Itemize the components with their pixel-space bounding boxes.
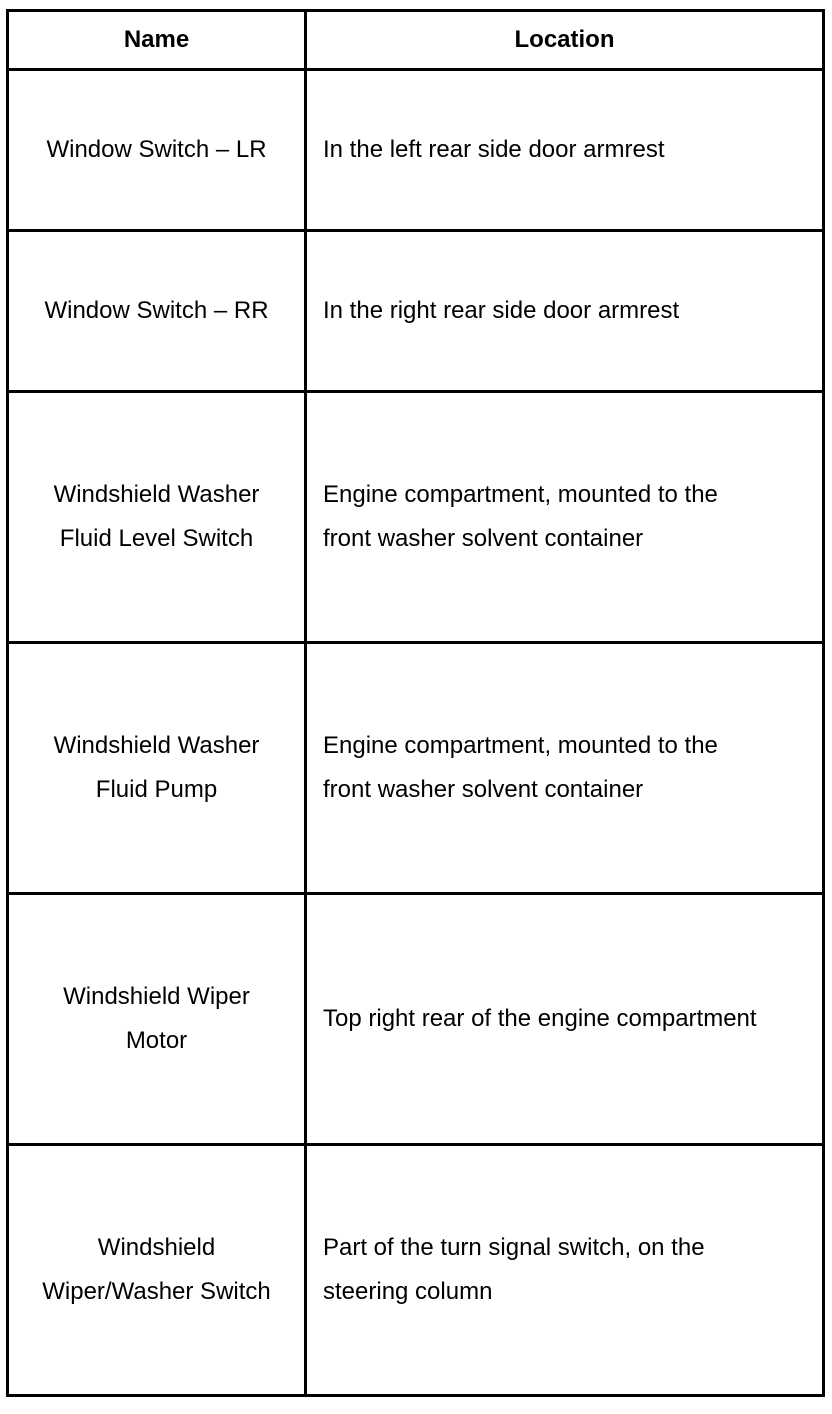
name-cell	[8, 231, 306, 392]
table-row	[8, 70, 824, 231]
location-cell	[306, 392, 824, 643]
table-row	[8, 231, 824, 392]
column-header-name: Name	[8, 11, 306, 70]
location-cell	[306, 1145, 824, 1396]
table-row	[8, 894, 824, 1145]
component-location: Engine compartment, mounted to the front washer solvent container	[323, 481, 718, 552]
table-row	[8, 643, 824, 894]
table-row	[8, 392, 824, 643]
component-location: Top right rear of the engine compartment	[323, 1005, 757, 1032]
component-name: Window Switch – RR	[44, 297, 269, 324]
table-row	[8, 1145, 824, 1396]
component-name: Windshield Wiper/Washer Switch	[42, 1234, 271, 1305]
name-cell	[8, 1145, 306, 1396]
name-cell	[8, 70, 306, 231]
name-cell	[8, 894, 306, 1145]
location-cell	[306, 894, 824, 1145]
location-cell	[306, 643, 824, 894]
table-header-row	[8, 11, 824, 70]
location-cell	[306, 70, 824, 231]
component-name: Window Switch – LR	[46, 136, 267, 163]
component-location: Engine compartment, mounted to the front washer solvent container	[323, 732, 718, 803]
component-location: In the left rear side door armrest	[323, 136, 665, 163]
name-cell	[8, 392, 306, 643]
location-cell	[306, 231, 824, 392]
component-location: Part of the turn signal switch, on the steering column	[323, 1234, 705, 1305]
component-name: Windshield Wiper Motor	[63, 983, 250, 1054]
component-name: Windshield Washer Fluid Level Switch	[53, 481, 260, 552]
component-name: Windshield Washer Fluid Pump	[53, 732, 260, 803]
component-location: In the right rear side door armrest	[323, 297, 680, 324]
column-header-location: Location	[306, 11, 824, 70]
name-cell	[8, 643, 306, 894]
component-location-table	[6, 9, 825, 1397]
